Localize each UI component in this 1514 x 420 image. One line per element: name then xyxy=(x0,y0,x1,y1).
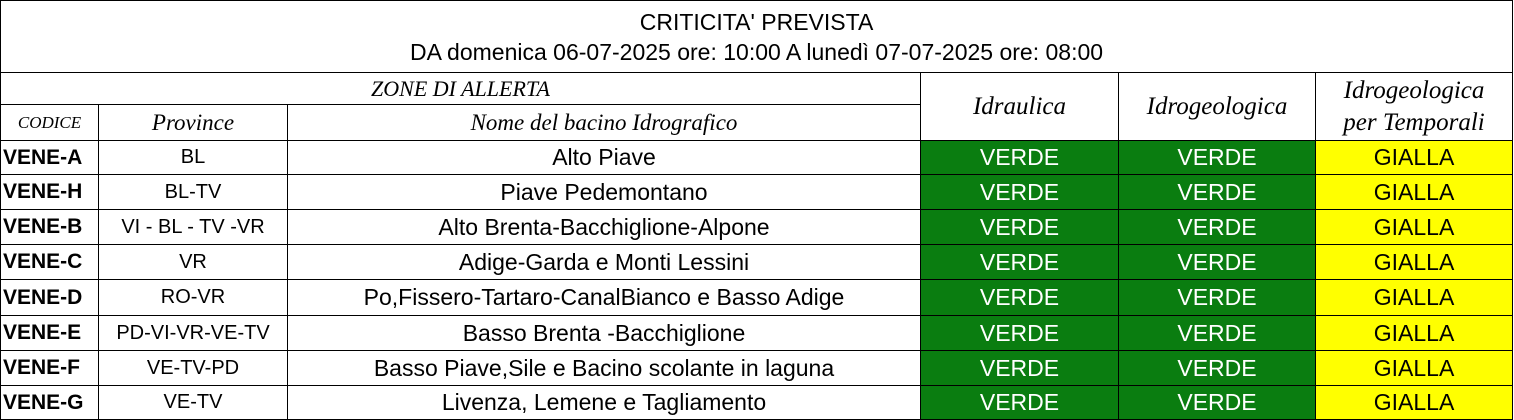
storm-level-cell: GIALLA xyxy=(1316,280,1513,316)
basin-header: Nome del bacino Idrografico xyxy=(288,105,921,141)
zone-group-row xyxy=(1,73,1513,105)
basin-name-cell: Basso Brenta -Bacchiglione xyxy=(288,316,921,351)
hydraulic-level-cell: VERDE xyxy=(921,210,1119,245)
hydraulic-level-cell: VERDE xyxy=(921,316,1119,351)
hydraulic-level-cell: VERDE xyxy=(921,245,1119,280)
storm-level-cell: GIALLA xyxy=(1316,141,1513,175)
basin-name-cell: Livenza, Lemene e Tagliamento xyxy=(288,386,921,420)
zone-group-header: ZONE DI ALLERTA xyxy=(1,73,921,105)
province-cell: BL xyxy=(99,141,288,175)
province-cell: BL-TV xyxy=(99,175,288,210)
hydraulic-level-cell: VERDE xyxy=(921,351,1119,386)
hydraulic-header: Idraulica xyxy=(921,73,1119,141)
table-row xyxy=(1,245,1513,280)
basin-name-cell: Piave Pedemontano xyxy=(288,175,921,210)
hydraulic-level-cell: VERDE xyxy=(921,175,1119,210)
province-cell: VE-TV xyxy=(99,386,288,420)
hydraulic-level-cell: VERDE xyxy=(921,280,1119,316)
title-row xyxy=(1,1,1513,73)
storm-level-cell: GIALLA xyxy=(1316,245,1513,280)
zone-code-cell: VENE-F xyxy=(1,351,99,386)
province-cell: RO-VR xyxy=(99,280,288,316)
table-title-cell xyxy=(1,1,1513,73)
province-header: Province xyxy=(99,105,288,141)
table-row xyxy=(1,386,1513,420)
zone-code-cell: VENE-E xyxy=(1,316,99,351)
basin-name-cell: Basso Piave,Sile e Bacino scolante in laguna xyxy=(288,351,921,386)
table-row xyxy=(1,316,1513,351)
table-row xyxy=(1,141,1513,175)
hydrogeological-level-cell: VERDE xyxy=(1119,210,1316,245)
zone-code-cell: VENE-H xyxy=(1,175,99,210)
hydrogeological-level-cell: VERDE xyxy=(1119,280,1316,316)
zone-code-cell: VENE-G xyxy=(1,386,99,420)
storm-header-line1: Idrogeologica xyxy=(1343,76,1485,104)
table-row xyxy=(1,351,1513,386)
hydrogeological-level-cell: VERDE xyxy=(1119,351,1316,386)
basin-name-cell: Alto Piave xyxy=(288,141,921,175)
province-cell: VR xyxy=(99,245,288,280)
table-row xyxy=(1,175,1513,210)
hydraulic-level-cell: VERDE xyxy=(921,141,1119,175)
hydrogeological-level-cell: VERDE xyxy=(1119,386,1316,420)
province-cell: PD-VI-VR-VE-TV xyxy=(99,316,288,351)
hydraulic-level-cell: VERDE xyxy=(921,386,1119,420)
storm-level-cell: GIALLA xyxy=(1316,175,1513,210)
storm-level-cell: GIALLA xyxy=(1316,210,1513,245)
zone-code-cell: VENE-A xyxy=(1,141,99,175)
province-cell: VI - BL - TV -VR xyxy=(99,210,288,245)
zone-code-cell: VENE-B xyxy=(1,210,99,245)
basin-name-cell: Alto Brenta-Bacchiglione-Alpone xyxy=(288,210,921,245)
table-row xyxy=(1,210,1513,245)
code-header: CODICE xyxy=(1,105,99,141)
zone-code-cell: VENE-D xyxy=(1,280,99,316)
storm-level-cell: GIALLA xyxy=(1316,316,1513,351)
basin-name-cell: Po,Fissero-Tartaro-CanalBianco e Basso Adige xyxy=(288,280,921,316)
hydrogeological-level-cell: VERDE xyxy=(1119,245,1316,280)
basin-name-cell: Adige-Garda e Monti Lessini xyxy=(288,245,921,280)
hydrogeological-level-cell: VERDE xyxy=(1119,175,1316,210)
table-title: CRITICITA' PREVISTA xyxy=(639,8,874,35)
storm-level-cell: GIALLA xyxy=(1316,386,1513,420)
hydrogeological-level-cell: VERDE xyxy=(1119,141,1316,175)
hydrogeological-level-cell: VERDE xyxy=(1119,316,1316,351)
forecast-period: DA domenica 06-07-2025 ore: 10:00 A lunedì 07-07-2025 ore: 08:00 xyxy=(409,38,1104,65)
zone-code-cell: VENE-C xyxy=(1,245,99,280)
storm-header xyxy=(1316,73,1513,141)
hydrogeological-header: Idrogeologica xyxy=(1119,73,1316,141)
storm-level-cell: GIALLA xyxy=(1316,351,1513,386)
province-cell: VE-TV-PD xyxy=(99,351,288,386)
table-row xyxy=(1,280,1513,316)
storm-header-line2: per Temporali xyxy=(1343,108,1485,136)
